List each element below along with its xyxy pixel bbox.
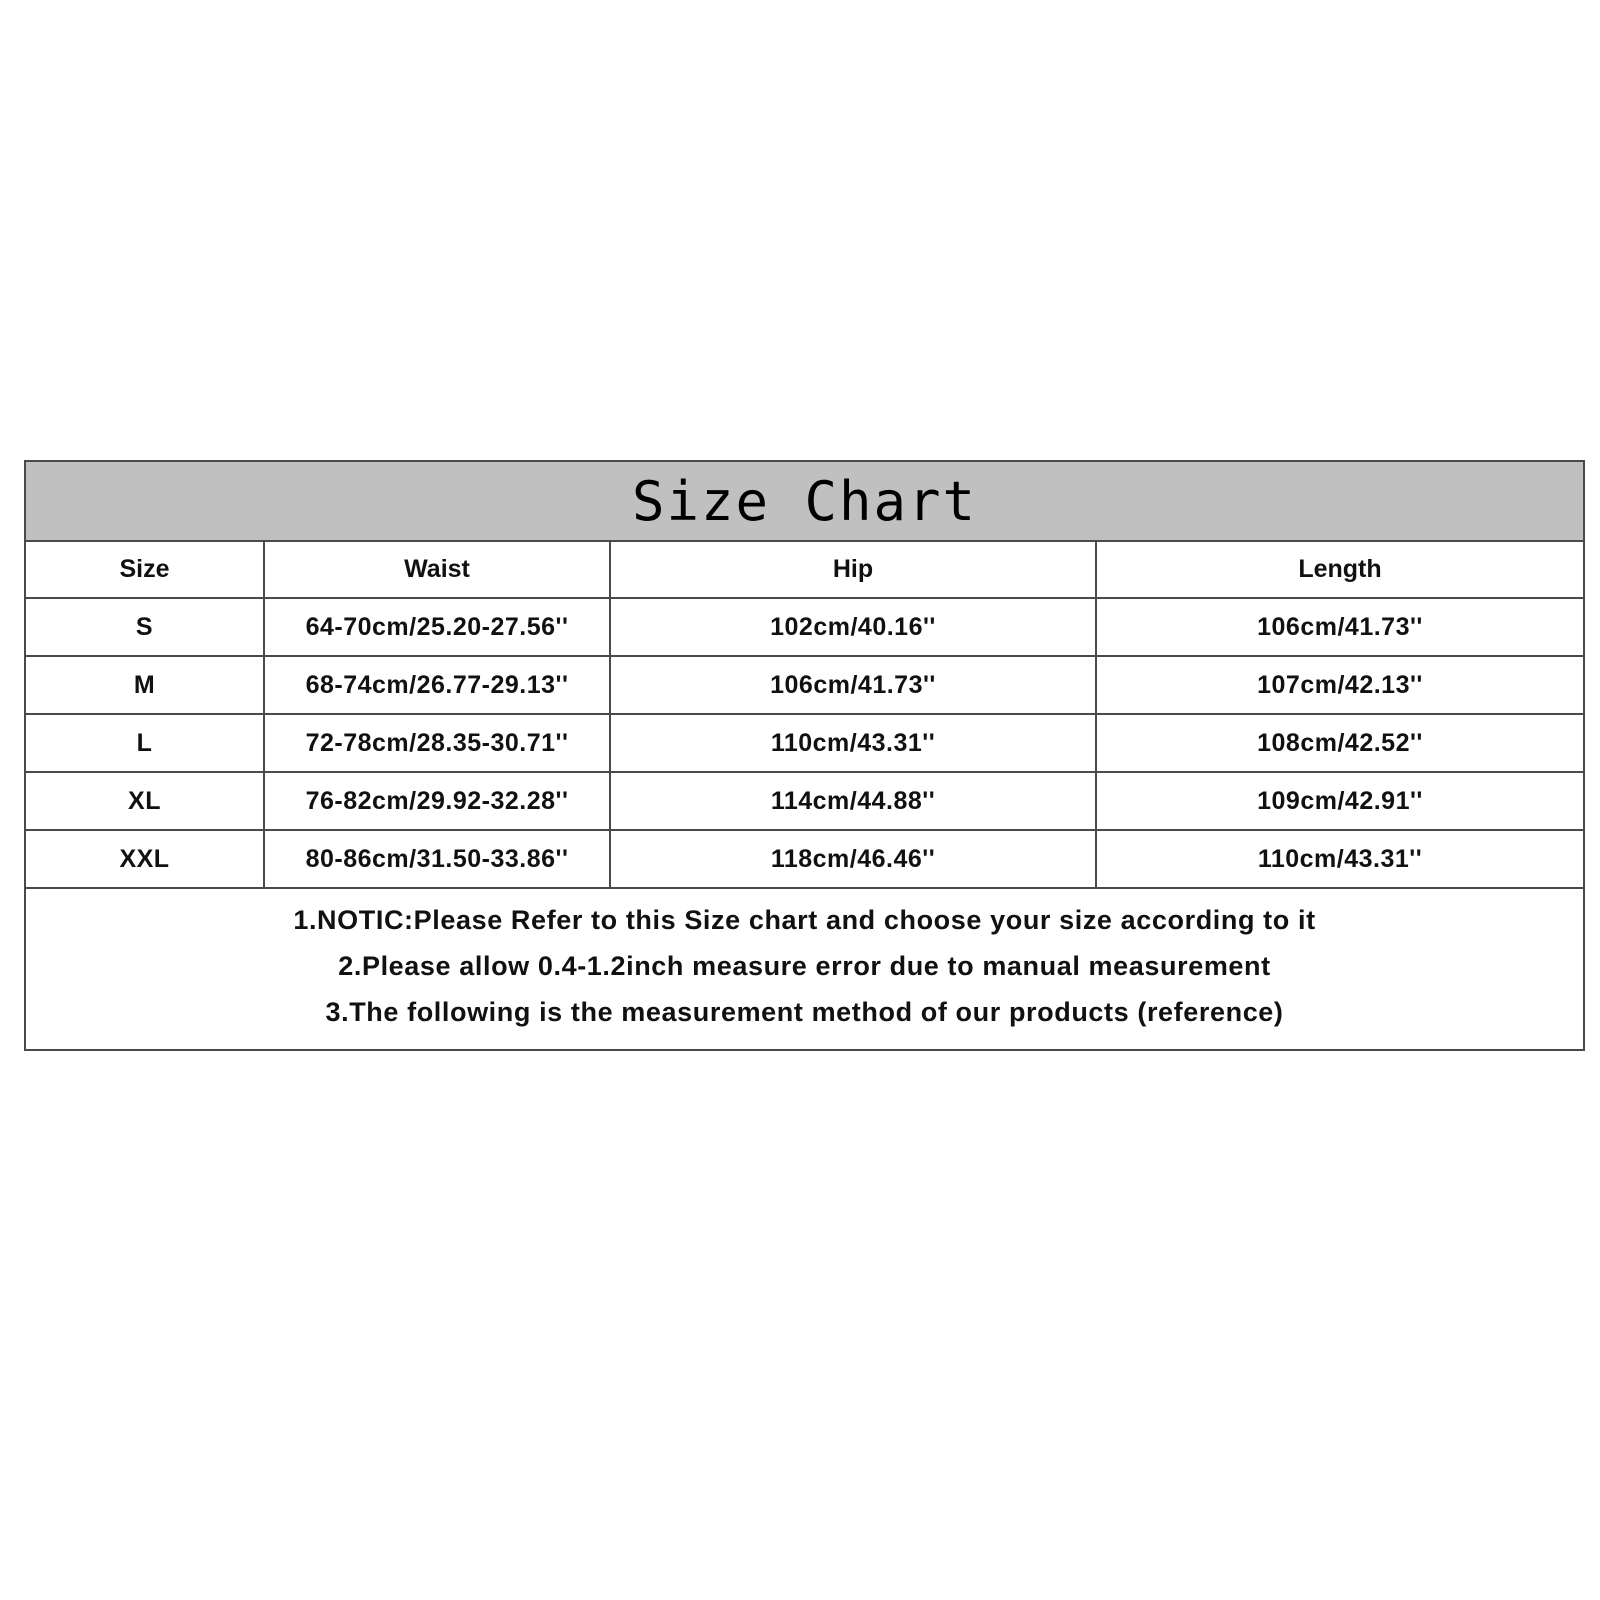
notes-section [26,889,1583,1049]
cell-length: 107cm/42.13'' [1096,656,1583,714]
size-chart [24,460,1585,1051]
note-line: 1.NOTIC:Please Refer to this Size chart and choose your size according to it [293,905,1316,935]
cell-size: S [26,598,264,656]
cell-hip: 110cm/43.31'' [610,714,1096,772]
size-table [26,542,1583,889]
cell-waist: 68-74cm/26.77-29.13'' [264,656,610,714]
table-row [26,772,1583,830]
cell-waist: 80-86cm/31.50-33.86'' [264,830,610,888]
cell-length: 110cm/43.31'' [1096,830,1583,888]
header-waist: Waist [264,542,610,598]
chart-title: Size Chart [26,462,1583,542]
cell-length: 108cm/42.52'' [1096,714,1583,772]
cell-hip: 118cm/46.46'' [610,830,1096,888]
table-header-row [26,542,1583,598]
cell-waist: 72-78cm/28.35-30.71'' [264,714,610,772]
cell-size: L [26,714,264,772]
cell-waist: 64-70cm/25.20-27.56'' [264,598,610,656]
header-size: Size [26,542,264,598]
table-row [26,830,1583,888]
table-row [26,656,1583,714]
header-hip: Hip [610,542,1096,598]
table-row [26,714,1583,772]
cell-hip: 106cm/41.73'' [610,656,1096,714]
cell-size: XL [26,772,264,830]
cell-hip: 102cm/40.16'' [610,598,1096,656]
cell-size: XXL [26,830,264,888]
table-row [26,598,1583,656]
header-length: Length [1096,542,1583,598]
cell-length: 106cm/41.73'' [1096,598,1583,656]
cell-length: 109cm/42.91'' [1096,772,1583,830]
note-line: 3.The following is the measurement method of our products (reference) [325,997,1284,1027]
cell-waist: 76-82cm/29.92-32.28'' [264,772,610,830]
cell-size: M [26,656,264,714]
note-line: 2.Please allow 0.4-1.2inch measure error due to manual measurement [338,951,1271,981]
cell-hip: 114cm/44.88'' [610,772,1096,830]
